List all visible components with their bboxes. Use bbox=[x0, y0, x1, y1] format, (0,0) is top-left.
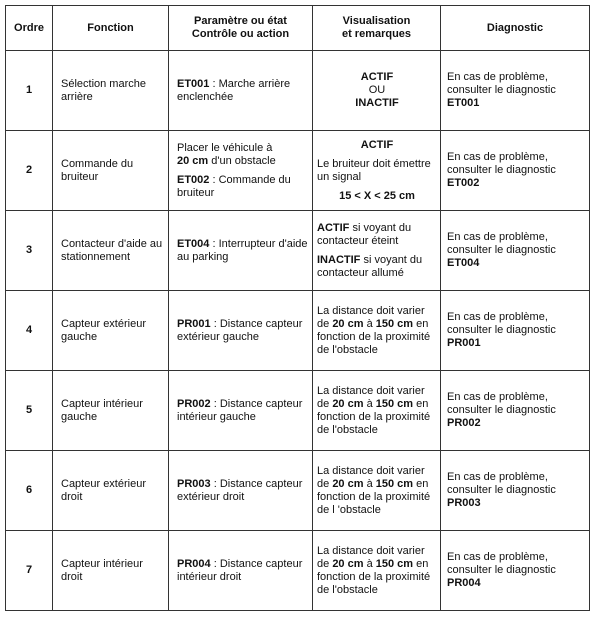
param-text: Commande du bruiteur bbox=[177, 173, 291, 199]
cell-ordre: 4 bbox=[6, 291, 53, 371]
cell-fonction: Commande du bruiteur bbox=[53, 131, 169, 211]
param-text: Interrupteur d'aide au parking bbox=[177, 237, 308, 263]
diag-code: PR004 bbox=[447, 577, 481, 589]
vis-pre: La distance doit varier de bbox=[317, 384, 425, 410]
header-parametre-line1: Paramètre ou état bbox=[194, 15, 287, 27]
table-row bbox=[6, 371, 590, 451]
header-visualisation-line1: Visualisation bbox=[342, 15, 411, 27]
cell-visualisation bbox=[313, 51, 441, 131]
vis-post: en fonction de la proximité de l 'obstacle bbox=[317, 477, 431, 516]
cell-fonction: Capteur intérieur gauche bbox=[53, 371, 169, 451]
cell-parametre: PR002 : Distance capteur intérieur gauche bbox=[169, 371, 313, 451]
cell-fonction: Sélection marche arrière bbox=[53, 51, 169, 131]
diag-code: PR003 bbox=[447, 497, 481, 509]
vis-inactif-text: si voyant du contacteur allumé bbox=[317, 253, 423, 279]
vis-actif-text: si voyant du contacteur éteint bbox=[317, 221, 412, 247]
cell-diagnostic bbox=[441, 451, 590, 531]
cell-parametre: ET001 : Marche arrière enclenchée bbox=[169, 51, 313, 131]
vis-mid: à bbox=[366, 477, 373, 490]
param-text: Distance capteur extérieur droit bbox=[177, 477, 303, 503]
cell-ordre: 6 bbox=[6, 451, 53, 531]
header-visualisation-line2: et remarques bbox=[341, 28, 412, 40]
vis-mid: à bbox=[366, 397, 373, 410]
diag-code: ET004 bbox=[447, 257, 480, 269]
vis-pre: La distance doit varier de bbox=[317, 304, 425, 330]
vis-pre: La distance doit varier de bbox=[317, 464, 425, 490]
cell-fonction: Capteur extérieur gauche bbox=[53, 291, 169, 371]
param-pre: Placer le véhicule à bbox=[177, 141, 273, 154]
vis-max: 150 cm bbox=[375, 477, 414, 490]
vis-actif: ACTIF bbox=[360, 138, 394, 151]
table-row bbox=[6, 51, 590, 131]
cell-parametre: Placer le véhicule à 20 cm d'un obstacle ET002 : Commande du bruiteur bbox=[169, 131, 313, 211]
header-visualisation bbox=[313, 6, 441, 51]
cell-diagnostic bbox=[441, 51, 590, 131]
table-header-row bbox=[6, 6, 590, 51]
cell-visualisation bbox=[313, 531, 441, 611]
cell-visualisation bbox=[313, 131, 441, 211]
param-post: d'un obstacle bbox=[211, 154, 276, 167]
cell-visualisation bbox=[313, 451, 441, 531]
vis-min: 20 cm bbox=[332, 557, 364, 570]
vis-range: 15 < X < 25 cm bbox=[339, 189, 415, 202]
diag-text: En cas de problème, consulter le diagnostic bbox=[447, 471, 556, 496]
diag-text: En cas de problème, consulter le diagnostic bbox=[447, 231, 556, 256]
cell-ordre: 1 bbox=[6, 51, 53, 131]
cell-parametre: PR003 : Distance capteur extérieur droit bbox=[169, 451, 313, 531]
param-code: PR003 bbox=[177, 477, 211, 490]
vis-max: 150 cm bbox=[375, 557, 414, 570]
cell-fonction: Contacteur d'aide au stationnement bbox=[53, 211, 169, 291]
header-parametre-line2: Contrôle ou action bbox=[191, 28, 290, 40]
vis-min: 20 cm bbox=[332, 397, 364, 410]
diag-text: En cas de problème, consulter le diagnostic bbox=[447, 311, 556, 336]
cell-diagnostic bbox=[441, 291, 590, 371]
vis-pre: La distance doit varier de bbox=[317, 544, 425, 570]
diag-code: PR002 bbox=[447, 417, 481, 429]
vis-mid: à bbox=[366, 557, 373, 570]
cell-ordre: 7 bbox=[6, 531, 53, 611]
header-parametre bbox=[169, 6, 313, 51]
cell-ordre: 5 bbox=[6, 371, 53, 451]
cell-ordre: 3 bbox=[6, 211, 53, 291]
cell-fonction: Capteur intérieur droit bbox=[53, 531, 169, 611]
cell-ordre: 2 bbox=[6, 131, 53, 211]
table-row bbox=[6, 531, 590, 611]
cell-visualisation bbox=[313, 211, 441, 291]
vis-max: 150 cm bbox=[375, 397, 414, 410]
diag-text: En cas de problème, consulter le diagnostic bbox=[447, 151, 556, 176]
cell-diagnostic bbox=[441, 371, 590, 451]
diag-code: ET001 bbox=[447, 97, 480, 109]
vis-actif: ACTIF bbox=[360, 71, 394, 83]
param-text: Distance capteur extérieur gauche bbox=[177, 317, 303, 343]
cell-parametre: PR004 : Distance capteur intérieur droit bbox=[169, 531, 313, 611]
vis-inactif: INACTIF bbox=[317, 253, 361, 266]
param-code: PR002 bbox=[177, 397, 211, 410]
param-text: Marche arrière enclenchée bbox=[177, 77, 291, 103]
diag-text: En cas de problème, consulter le diagnostic bbox=[447, 551, 556, 576]
cell-parametre: ET004 : Interrupteur d'aide au parking bbox=[169, 211, 313, 291]
vis-max: 150 cm bbox=[375, 317, 414, 330]
diag-text: En cas de problème, consulter le diagnostic bbox=[447, 391, 556, 416]
cell-fonction: Capteur extérieur droit bbox=[53, 451, 169, 531]
table-row bbox=[6, 291, 590, 371]
param-text: Distance capteur intérieur gauche bbox=[177, 397, 303, 423]
cell-visualisation bbox=[313, 371, 441, 451]
diag-code: ET002 bbox=[447, 177, 480, 189]
vis-post: en fonction de la proximité de l'obstacle bbox=[317, 317, 431, 356]
diag-code: PR001 bbox=[447, 337, 481, 349]
vis-inactif: INACTIF bbox=[355, 97, 399, 109]
table-row bbox=[6, 131, 590, 211]
header-ordre: Ordre bbox=[6, 6, 53, 51]
header-fonction: Fonction bbox=[53, 6, 169, 51]
cell-parametre: PR001 : Distance capteur extérieur gauche bbox=[169, 291, 313, 371]
param-code: PR001 bbox=[177, 317, 211, 330]
table-row bbox=[6, 451, 590, 531]
vis-post: en fonction de la proximité de l'obstacle bbox=[317, 397, 431, 436]
cell-diagnostic bbox=[441, 531, 590, 611]
vis-actif: ACTIF bbox=[317, 221, 350, 234]
vis-min: 20 cm bbox=[332, 477, 364, 490]
table-row bbox=[6, 211, 590, 291]
cell-diagnostic bbox=[441, 131, 590, 211]
vis-ou: OU bbox=[368, 84, 386, 96]
vis-min: 20 cm bbox=[332, 317, 364, 330]
param-code: PR004 bbox=[177, 557, 211, 570]
param-code: ET004 bbox=[177, 237, 210, 250]
vis-post: en fonction de la proximité de l'obstacle bbox=[317, 557, 431, 596]
vis-text: Le bruiteur doit émettre un signal bbox=[317, 157, 431, 183]
param-text: Distance capteur intérieur droit bbox=[177, 557, 303, 583]
diag-text: En cas de problème, consulter le diagnostic bbox=[447, 71, 556, 96]
header-diagnostic: Diagnostic bbox=[441, 6, 590, 51]
param-distance: 20 cm bbox=[177, 154, 209, 167]
vis-mid: à bbox=[366, 317, 373, 330]
param-code: ET001 bbox=[177, 77, 210, 90]
param-code: ET002 bbox=[177, 173, 210, 186]
cell-visualisation bbox=[313, 291, 441, 371]
diagnostic-table bbox=[5, 5, 590, 611]
cell-diagnostic bbox=[441, 211, 590, 291]
